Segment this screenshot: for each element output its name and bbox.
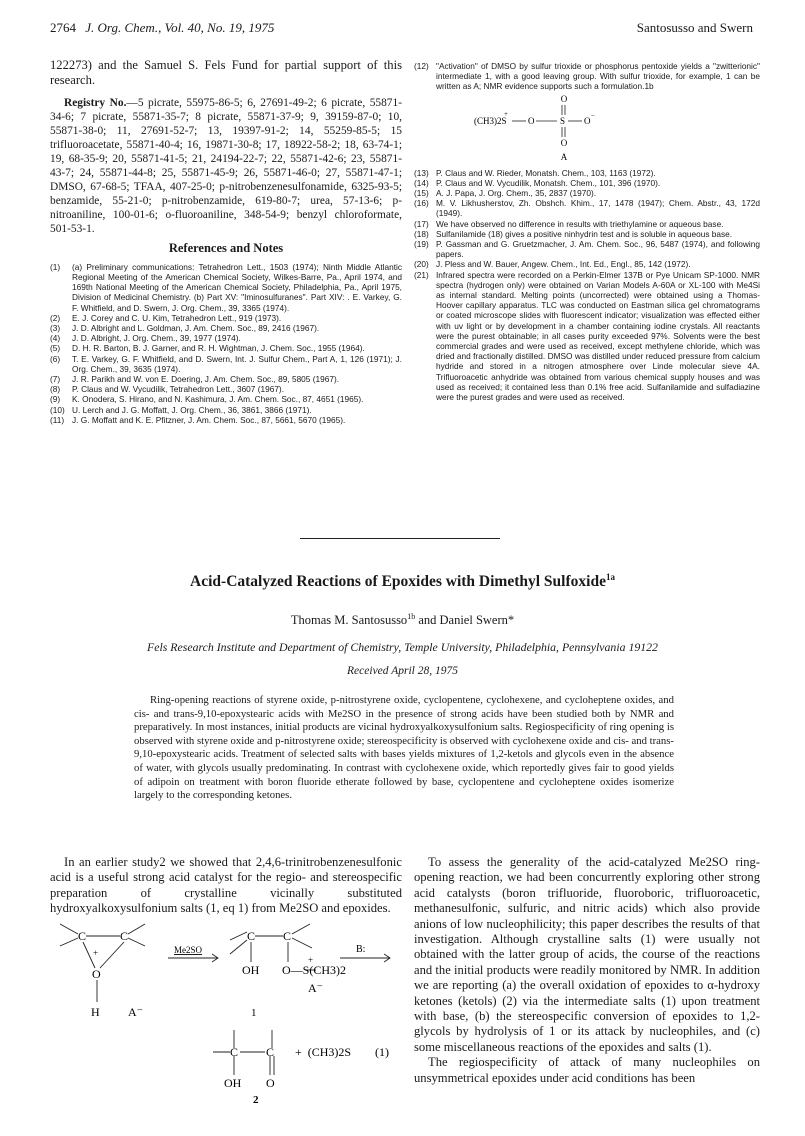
received-date: Received April 28, 1975 [347, 665, 458, 677]
reference-item [50, 394, 402, 404]
right-column-top [414, 61, 760, 402]
body-right-paragraph-1: To assess the generality of the acid-catalyzed Me2SO ring-opening reaction, we had been concurrently exploring other strong acid catalysts (boron trifluoride, fluoroboric, trifluoroacetic, methanesulfonic, sulfuric, and nitric acids) which also provide anions of low nucleophilicity; this paper describes the results of that investigation. Although crystalline salts (1) were usually not obtained with the latter group of acids, the course of the reactions and the initial products were readily monitored by NMR. In addition we are reporting (a) the overall oxidation of epoxides to α-hydroxy ketones (ketols) (2) via the intermediate salts (1) upon treatment with base, (b) the stereospecific conversion of epoxides to 1,2-glycols by hydrolysis of 1 or its attack by nucleophiles, and (c) some miscellaneous reactions of the epoxides and salts (1). [414, 855, 760, 1054]
scheme-label-1: 1 [251, 1007, 257, 1019]
struct-a-o-bridge: O [528, 115, 535, 126]
reference-item [50, 354, 402, 374]
reference-number: (2) [50, 312, 61, 323]
reference-item [414, 188, 760, 198]
reference-text: T. E. Varkey, G. F. Whitfield, and D. Swern, Int. J. Sulfur Chem., Part A, 1, 126 (1971); J. Org. Chem., 39, 3635 (1974). [72, 353, 402, 374]
reference-text: Infrared spectra were recorded on a Perkin-Elmer 137B or Pye Unicam SP-1000. NMR spectra (hydrogen only) were obtained on Varian Models A-60A or XL-100 with Me4Si as internal standard. Melting points (uncorrected) were obtained using a Thomas-Hoover capillary apparatus. TLC was conducted on Eastman silica gel chromatograms or coated microscope slides with fluorescent indicator; visualization was effected either with uv light or by development in a chamber containing iodine crystals. All reactants were the purest obtainable; in all cases purity exceeded 97%. Solvents were the best commercial grades and were used as received, except methylene chloride, which was dried and fractionally distilled. DMSO was distilled under reduced pressure from calcium hydride and stored in a nitrogen atmosphere over Linde molecular sieve 4A. Trifluoroacetic anhydride was obtained from various chemical supply houses and was used as received; it contained less than 0.1% free acid. Sulfanilamide and sulfadiazine were the purest grades and were used as received. [436, 269, 760, 403]
reference-item [414, 229, 760, 239]
scheme-c5: C [230, 1045, 239, 1059]
reference-number: (3) [50, 323, 61, 334]
author-1-footnote: 1b [407, 612, 416, 621]
affiliation: Fels Research Institute and Department of Chemistry, Temple University, Philadelphia, Pennsylvania 19122 [147, 640, 658, 654]
scheme-plus-1: + [93, 948, 99, 958]
reference-number: (21) [414, 269, 429, 280]
journal-citation: J. Org. Chem., Vol. 40, No. 19, 1975 [85, 20, 275, 35]
scheme-a-minus-2: A⁻ [308, 981, 323, 995]
registry-text: —5 picrate, 55975-86-5; 6, 27691-49-2; 6 picrate, 55871-34-6; 7 picrate, 55871-35-7; 8 picrate, 55871-37-9; 9, 39159-87-0; 10, 55871-38-0; 11, 27691-52-7; 13, 19397-91-2; 14, 55259-85-5; 15 trifluoroacetate, 55871-40-4; 16, 19871-30-8; 17, 18922-58-2; 18, 63-74-1; 19, 68-35-9; 20, 55871-41-5; 21, 24194-22-7; 22, 55871-42-6; 23, 55871-43-7; 24, 55871-44-8; 25, 55871-45-9; 26, 55871-46-0; 27, 55871-47-1; DMSO, 67-68-5; TFAA, 407-25-0; p-nitrobenzenesulfonamide, 6325-93-5; benzamide, 55-21-0; p-nitrobenzamide, 619-80-7; urea, 57-13-6; p-nitroaniline, 100-01-6; o-fluoroaniline, 348-54-9; benzyl chloroformate, 501-53-1. [50, 96, 402, 235]
struct-a-minus: − [591, 111, 595, 120]
scheme-c4: C [283, 929, 292, 943]
reference-number: (15) [414, 188, 429, 199]
struct-a-label: A [560, 151, 568, 162]
reference-item [50, 323, 402, 333]
reference-item [50, 262, 402, 313]
references-heading: References and Notes [168, 240, 284, 255]
reference-text: A. J. Papa, J. Org. Chem., 35, 2837 (1970). [436, 188, 597, 199]
reference-text: J. G. Moffatt and K. E. Pfitzner, J. Am. Chem. Soc., 87, 5661, 5670 (1965). [72, 414, 346, 425]
reference-number: (13) [414, 167, 429, 178]
scheme-coproduct: + (CH3)2S [295, 1045, 352, 1059]
body-right-paragraph-2: The regiospecificity of attack of many nucleophiles on unsymmetrical epoxides under acid conditions has been [414, 1055, 760, 1085]
struct-a-o-bottom: O [560, 137, 568, 148]
page-number: 2764 [50, 20, 76, 35]
acknowledgment-text: 122273) and the Samuel S. Fels Fund for partial support of this research. [50, 58, 402, 88]
scheme-oh-2: OH [224, 1076, 242, 1090]
reference-item [50, 405, 402, 415]
author-1: Thomas M. Santosusso [290, 613, 408, 628]
reference-number: (12) [414, 61, 429, 71]
scheme-label-2: 2 [253, 1094, 259, 1106]
scheme-o-epoxide: O [92, 967, 101, 981]
body-left [50, 855, 402, 917]
left-column-top [50, 58, 402, 425]
reference-text: M. V. Likhusherstov, Zh. Obshch. Khim., 17, 1478 (1947); Chem. Abstr., 43, 172d (1949). [436, 198, 760, 219]
reference-number: (5) [50, 343, 61, 354]
reference-number: (8) [50, 384, 61, 395]
authors [0, 612, 805, 628]
scheme-reagent-base: B: [356, 944, 366, 955]
scheme-o-ketone: O [266, 1076, 275, 1090]
reference-item [50, 333, 402, 343]
references-list-left [50, 262, 402, 425]
reference-text: P. Gassman and G. Gruetzmacher, J. Am. Chem. Soc., 96, 5487 (1974), and following papers. [436, 239, 760, 260]
reference-item [50, 313, 402, 323]
struct-a-group: (CH3)2S [474, 115, 507, 126]
reference-item [414, 239, 760, 259]
registry-paragraph [50, 96, 402, 236]
reference-text: J. R. Parikh and W. von E. Doering, J. Am. Chem. Soc., 89, 5805 (1967). [72, 374, 340, 385]
scheme-plus-2: + [308, 955, 314, 965]
reference-number: (17) [414, 218, 429, 229]
scheme-c1: C [78, 929, 87, 943]
struct-a-plus: + [504, 109, 508, 118]
acknowledgment [50, 58, 402, 89]
body-right [414, 855, 760, 1086]
reference-text: "Activation" of DMSO by sulfur trioxide or phosphorus pentoxide yields a "zwitterionic" intermediate 1, with a good leaving group. With sulfur trioxide, for example, 1 can be written as A; NMR evidence supports such a formulation.1b [436, 61, 760, 92]
scheme-eq-number: (1) [375, 1045, 389, 1059]
scheme-c6: C [266, 1045, 275, 1059]
reference-text: P. Claus and W. Vycudilik, Tetrahedron Lett., 3607 (1967). [72, 384, 285, 395]
reference-number: (19) [414, 239, 429, 250]
article-title [0, 572, 805, 591]
abstract: Ring-opening reactions of styrene oxide, p-nitrostyrene oxide, cyclopentene, cyclohexene, and cycloheptene oxides, and cis- and trans-9,10-epoxystearic acids with Me2SO in the presence of strong acids have been studied both by NMR and preparatively. In most instances, initial products are vicinal hydroxyalkoxysulfonium salts. Regiospecificity of ring opening is observed with styrene oxide and p-nitrostyrene oxide; stereospecificity is observed with cyclohexene oxide and cis- and trans-9,10-epoxystearic acids. Treatment of selected salts with bases yields mixtures of 1,2-ketols and glycols even in the absence of water, with glycols usually predominating. In contrast with cyclohexene oxide, which reportedly gives fair to good yields of adipoin on treatment with boron fluoride etherate followed by base, cyclopentene and cycloheptene oxides isomerize largely to the corresponding ketones. [134, 694, 674, 802]
registry-block [50, 96, 402, 236]
running-head: Santosusso and Swern [636, 20, 753, 35]
reference-text: P. Claus and W. Rieder, Monatsh. Chem., 103, 1163 (1972). [436, 167, 656, 178]
scheme-sulfonium: O—S(CH3)2 [282, 963, 347, 977]
reference-item [414, 61, 760, 92]
struct-a-s: S [560, 115, 566, 126]
references-list-right-a [414, 61, 760, 92]
author-2: Daniel Swern* [439, 613, 515, 628]
reference-text: Sulfanilamide (18) gives a positive ninhydrin test and is soluble in aqueous base. [436, 228, 733, 239]
reference-item [414, 219, 760, 229]
scheme-a-minus-1: A⁻ [128, 1005, 143, 1019]
reference-text: P. Claus and W. Vycudilik, Monatsh. Chem., 101, 396 (1970). [436, 177, 661, 188]
reference-item [414, 168, 760, 178]
reference-number: (14) [414, 177, 429, 188]
reference-item [414, 259, 760, 269]
reference-number: (11) [50, 414, 65, 425]
reference-number: (7) [50, 374, 61, 385]
article-title-text: Acid-Catalyzed Reactions of Epoxides with Dimethyl Sulfoxide [190, 573, 606, 591]
struct-a-o-top: O [560, 93, 568, 104]
reference-text: D. H. R. Barton, B. J. Garner, and R. H. Wightman, J. Chem. Soc., 1955 (1964). [72, 343, 365, 354]
registry-label: Registry No. [64, 96, 127, 109]
references-list-right-b [414, 168, 760, 403]
title-footnote: 1a [605, 572, 615, 582]
reference-number: (4) [50, 333, 61, 344]
reference-item [50, 374, 402, 384]
structure-a [414, 92, 760, 162]
scheme-c3: C [247, 929, 256, 943]
scheme-reagent-me2so: Me2SO [174, 945, 203, 955]
reference-text: E. J. Corey and C. U. Kim, Tetrahedron Lett., 919 (1973). [72, 312, 282, 323]
reaction-scheme [50, 920, 402, 1130]
reference-number: (6) [50, 353, 61, 364]
scheme-c2: C [120, 929, 129, 943]
reference-text: J. D. Albright and L. Goldman, J. Am. Chem. Soc., 89, 2416 (1967). [72, 323, 320, 334]
reference-number: (20) [414, 259, 429, 270]
section-rule [300, 538, 500, 539]
scheme-h: H [91, 1005, 100, 1019]
reference-text: J. Pless and W. Bauer, Angew. Chem., Int. Ed., Engl., 85, 142 (1972). [436, 259, 691, 270]
reference-number: (9) [50, 394, 61, 405]
reference-item [50, 384, 402, 394]
reference-item [414, 198, 760, 218]
page-header-left [50, 20, 274, 36]
body-left-paragraph: In an earlier study2 we showed that 2,4,6-trinitrobenzenesulfonic acid is a useful strong acid catalyst for the regio- and stereospecific preparation of crystalline vicinally substituted hydroxyalkoxysulfonium salts (1, eq 1) from Me2SO and epoxides. [50, 855, 402, 916]
reference-item [414, 178, 760, 188]
reference-text: U. Lerch and J. G. Moffatt, J. Org. Chem., 36, 3861, 3866 (1971). [72, 404, 312, 415]
struct-a-o-minus: O [584, 115, 591, 126]
reference-item [50, 415, 402, 425]
reference-item [50, 343, 402, 353]
reference-number: (18) [414, 228, 429, 239]
reference-number: (1) [50, 261, 61, 272]
reference-text: (a) Preliminary communications: Tetrahedron Lett., 1503 (1974); Ninth Middle Atlantic Regional Meeting of the American Chemical Society, Wilkes-Barre, Pa., April 1974, and 169th National Meeting of the American Chemical Society, Philadelphia, Pa., April 1975, Division of Medicinal Chemistry. (b) Part XV: "Iminosulfuranes". Part XIV: . E. Varkey, G. F. Whitfield, and D. Swern, J. Org. Chem., 39, 3365 (1974). [72, 261, 402, 313]
reference-text: We have observed no difference in results with triethylamine or aqueous base. [436, 218, 724, 229]
reference-item [414, 270, 760, 403]
reference-text: K. Onodera, S. Hirano, and N. Kashimura, J. Am. Chem. Soc., 87, 4651 (1965). [72, 394, 364, 405]
reference-text: J. D. Albright, J. Org. Chem., 39, 1977 (1974). [72, 333, 241, 344]
reference-number: (10) [50, 404, 65, 415]
reference-number: (16) [414, 198, 429, 209]
author-and: and [415, 613, 440, 628]
scheme-oh-1: OH [242, 963, 260, 977]
